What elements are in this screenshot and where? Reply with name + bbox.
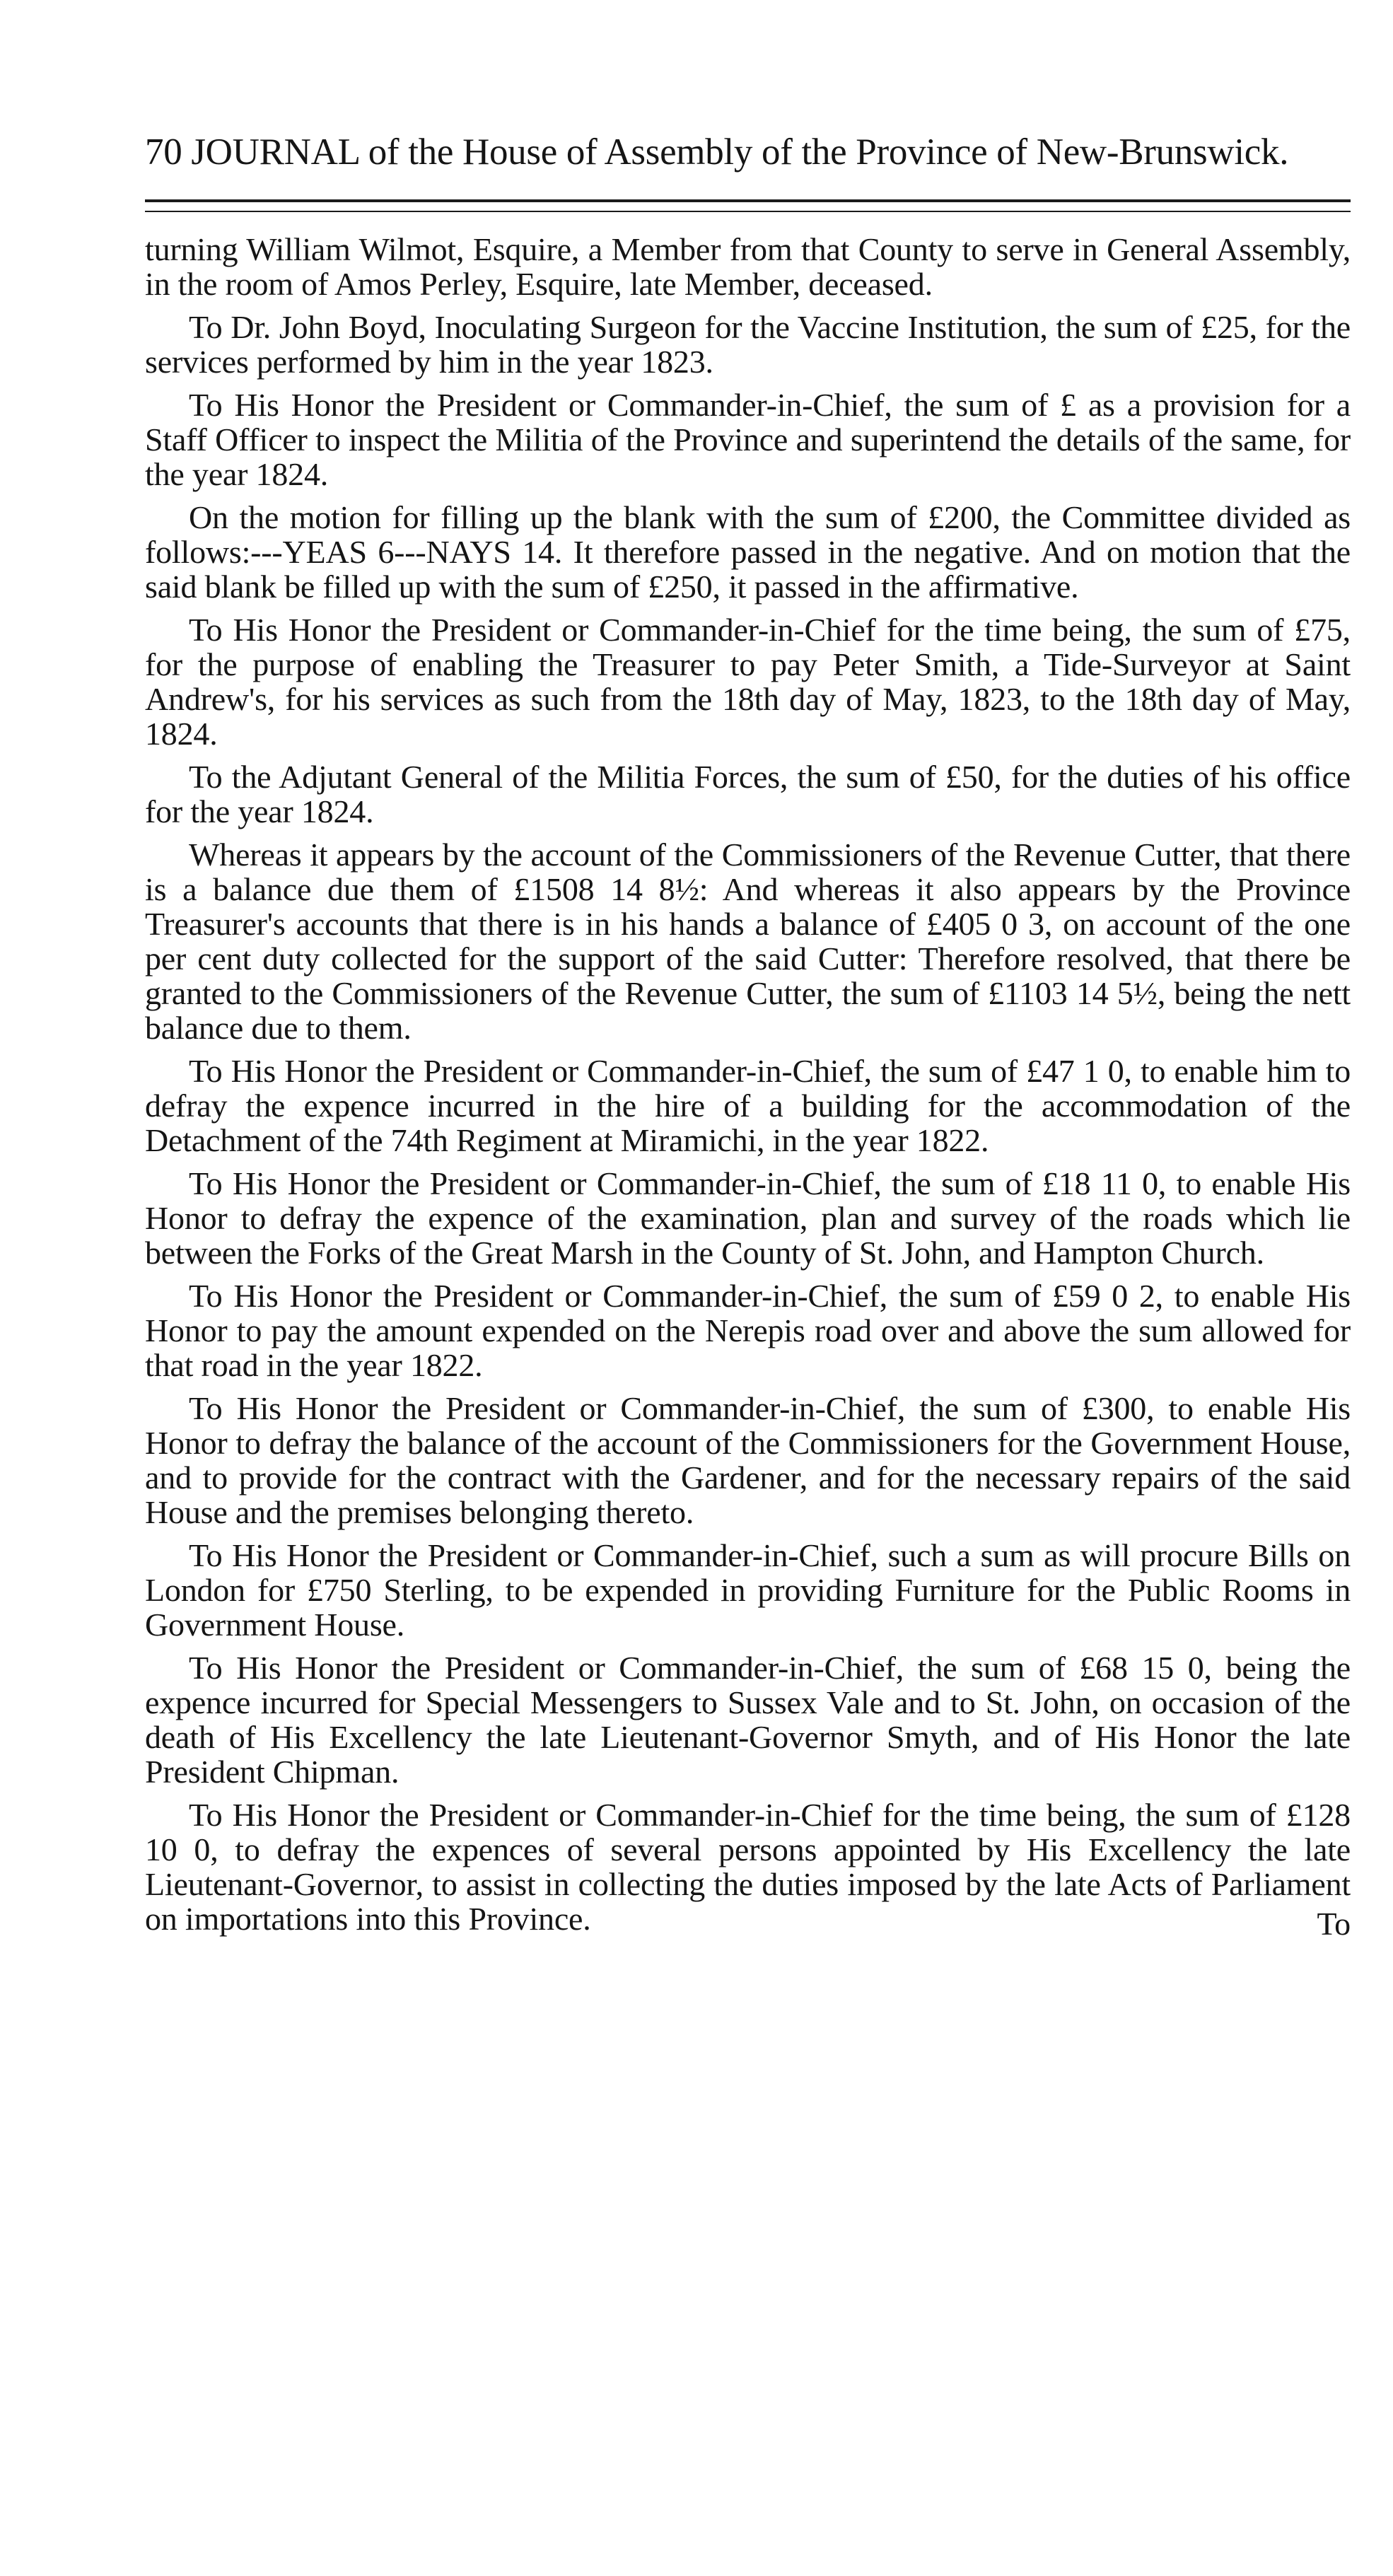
paragraph: To His Honor the President or Commander-in-Chief, such a sum as will procure Bills on London for £750 Sterling, to be expended in providing Furniture for the Public Rooms in Government House. <box>145 1537 1351 1643</box>
paragraph: To the Adjutant General of the Militia Forces, the sum of £50, for the duties of his office for the year 1824. <box>145 759 1351 829</box>
paragraph: To Dr. John Boyd, Inoculating Surgeon for the Vaccine Institution, the sum of £25, for the services performed by him in the year 1823. <box>145 309 1351 380</box>
journal-body <box>145 232 1351 1940</box>
page-number: 70 <box>145 132 182 173</box>
paragraph: To His Honor the President or Commander-in-Chief, the sum of £ as a provision for a Staff Officer to inspect the Militia of the Province and superintend the details of the same, for the year 1824. <box>145 387 1351 492</box>
paragraph: Whereas it appears by the account of the Commissioners of the Revenue Cutter, that there is a balance due them of £1508 14 8½: And whereas it also appears by the Province Treasurer's accounts that there is in his hands a balance of £405 0 3, on account of the one per cent duty collected for the support of the said Cutter: Therefore resolved, that there be granted to the Commissioners of the Revenue Cutter, the sum of £1103 14 5½, being the nett balance due to them. <box>145 837 1351 1046</box>
paragraph: On the motion for filling up the blank with the sum of £200, the Committee divided as follows:---YEAS 6---NAYS 14. It therefore passed in the negative. And on motion that the said blank be filled up with the sum of £250, it passed in the affirmative. <box>145 499 1351 605</box>
paragraph: To His Honor the President or Commander-in-Chief, the sum of £47 1 0, to enable him to defray the expence incurred in the hire of a building for the accommodation of the Detachment of the 74th Regiment at Miramichi, in the year 1822. <box>145 1053 1351 1158</box>
page-header <box>145 127 1351 177</box>
header-rule <box>145 199 1351 212</box>
paragraph: To His Honor the President or Commander-in-Chief for the time being, the sum of £75, for the purpose of enabling the Treasurer to pay Peter Smith, a Tide-Surveyor at Saint Andrew's, for his services as such from the 18th day of May, 1823, to the 18th day of May, 1824. <box>145 612 1351 752</box>
paragraph: turning William Wilmot, Esquire, a Member from that County to serve in General Assembly, in the room of Amos Perley, Esquire, late Member, deceased. <box>145 231 1351 302</box>
paragraph: To His Honor the President or Commander-in-Chief for the time being, the sum of £128 10 0, to defray the expences of several persons appointed by His Excellency the late Lieutenant-Governor, to assist in collecting the duties imposed by the late Acts of Parliament on importations into this Province. <box>145 1797 1351 1937</box>
catchword: To <box>1317 1906 1351 1942</box>
paragraph: To His Honor the President or Commander-in-Chief, the sum of £59 0 2, to enable His Honor to pay the amount expended on the Nerepis road over and above the sum allowed for that road in the year 1822. <box>145 1278 1351 1383</box>
paragraph: To His Honor the President or Commander-in-Chief, the sum of £68 15 0, being the expence incurred for Special Messengers to Sussex Vale and to St. John, on occasion of the death of His Excellency the late Lieutenant-Governor Smyth, and of His Honor the late President Chipman. <box>145 1650 1351 1790</box>
running-title: JOURNAL of the House of Assembly of the Province of New-Brunswick. <box>191 132 1289 173</box>
paragraph: To His Honor the President or Commander-in-Chief, the sum of £300, to enable His Honor to defray the balance of the account of the Commissioners for the Government House, and to provide for the contract with the Gardener, and for the necessary repairs of the said House and the premises belonging thereto. <box>145 1390 1351 1530</box>
paragraph: To His Honor the President or Commander-in-Chief, the sum of £18 11 0, to enable His Honor to defray the expence of the examination, plan and survey of the roads which lie between the Forks of the Great Marsh in the County of St. John, and Hampton Church. <box>145 1165 1351 1271</box>
